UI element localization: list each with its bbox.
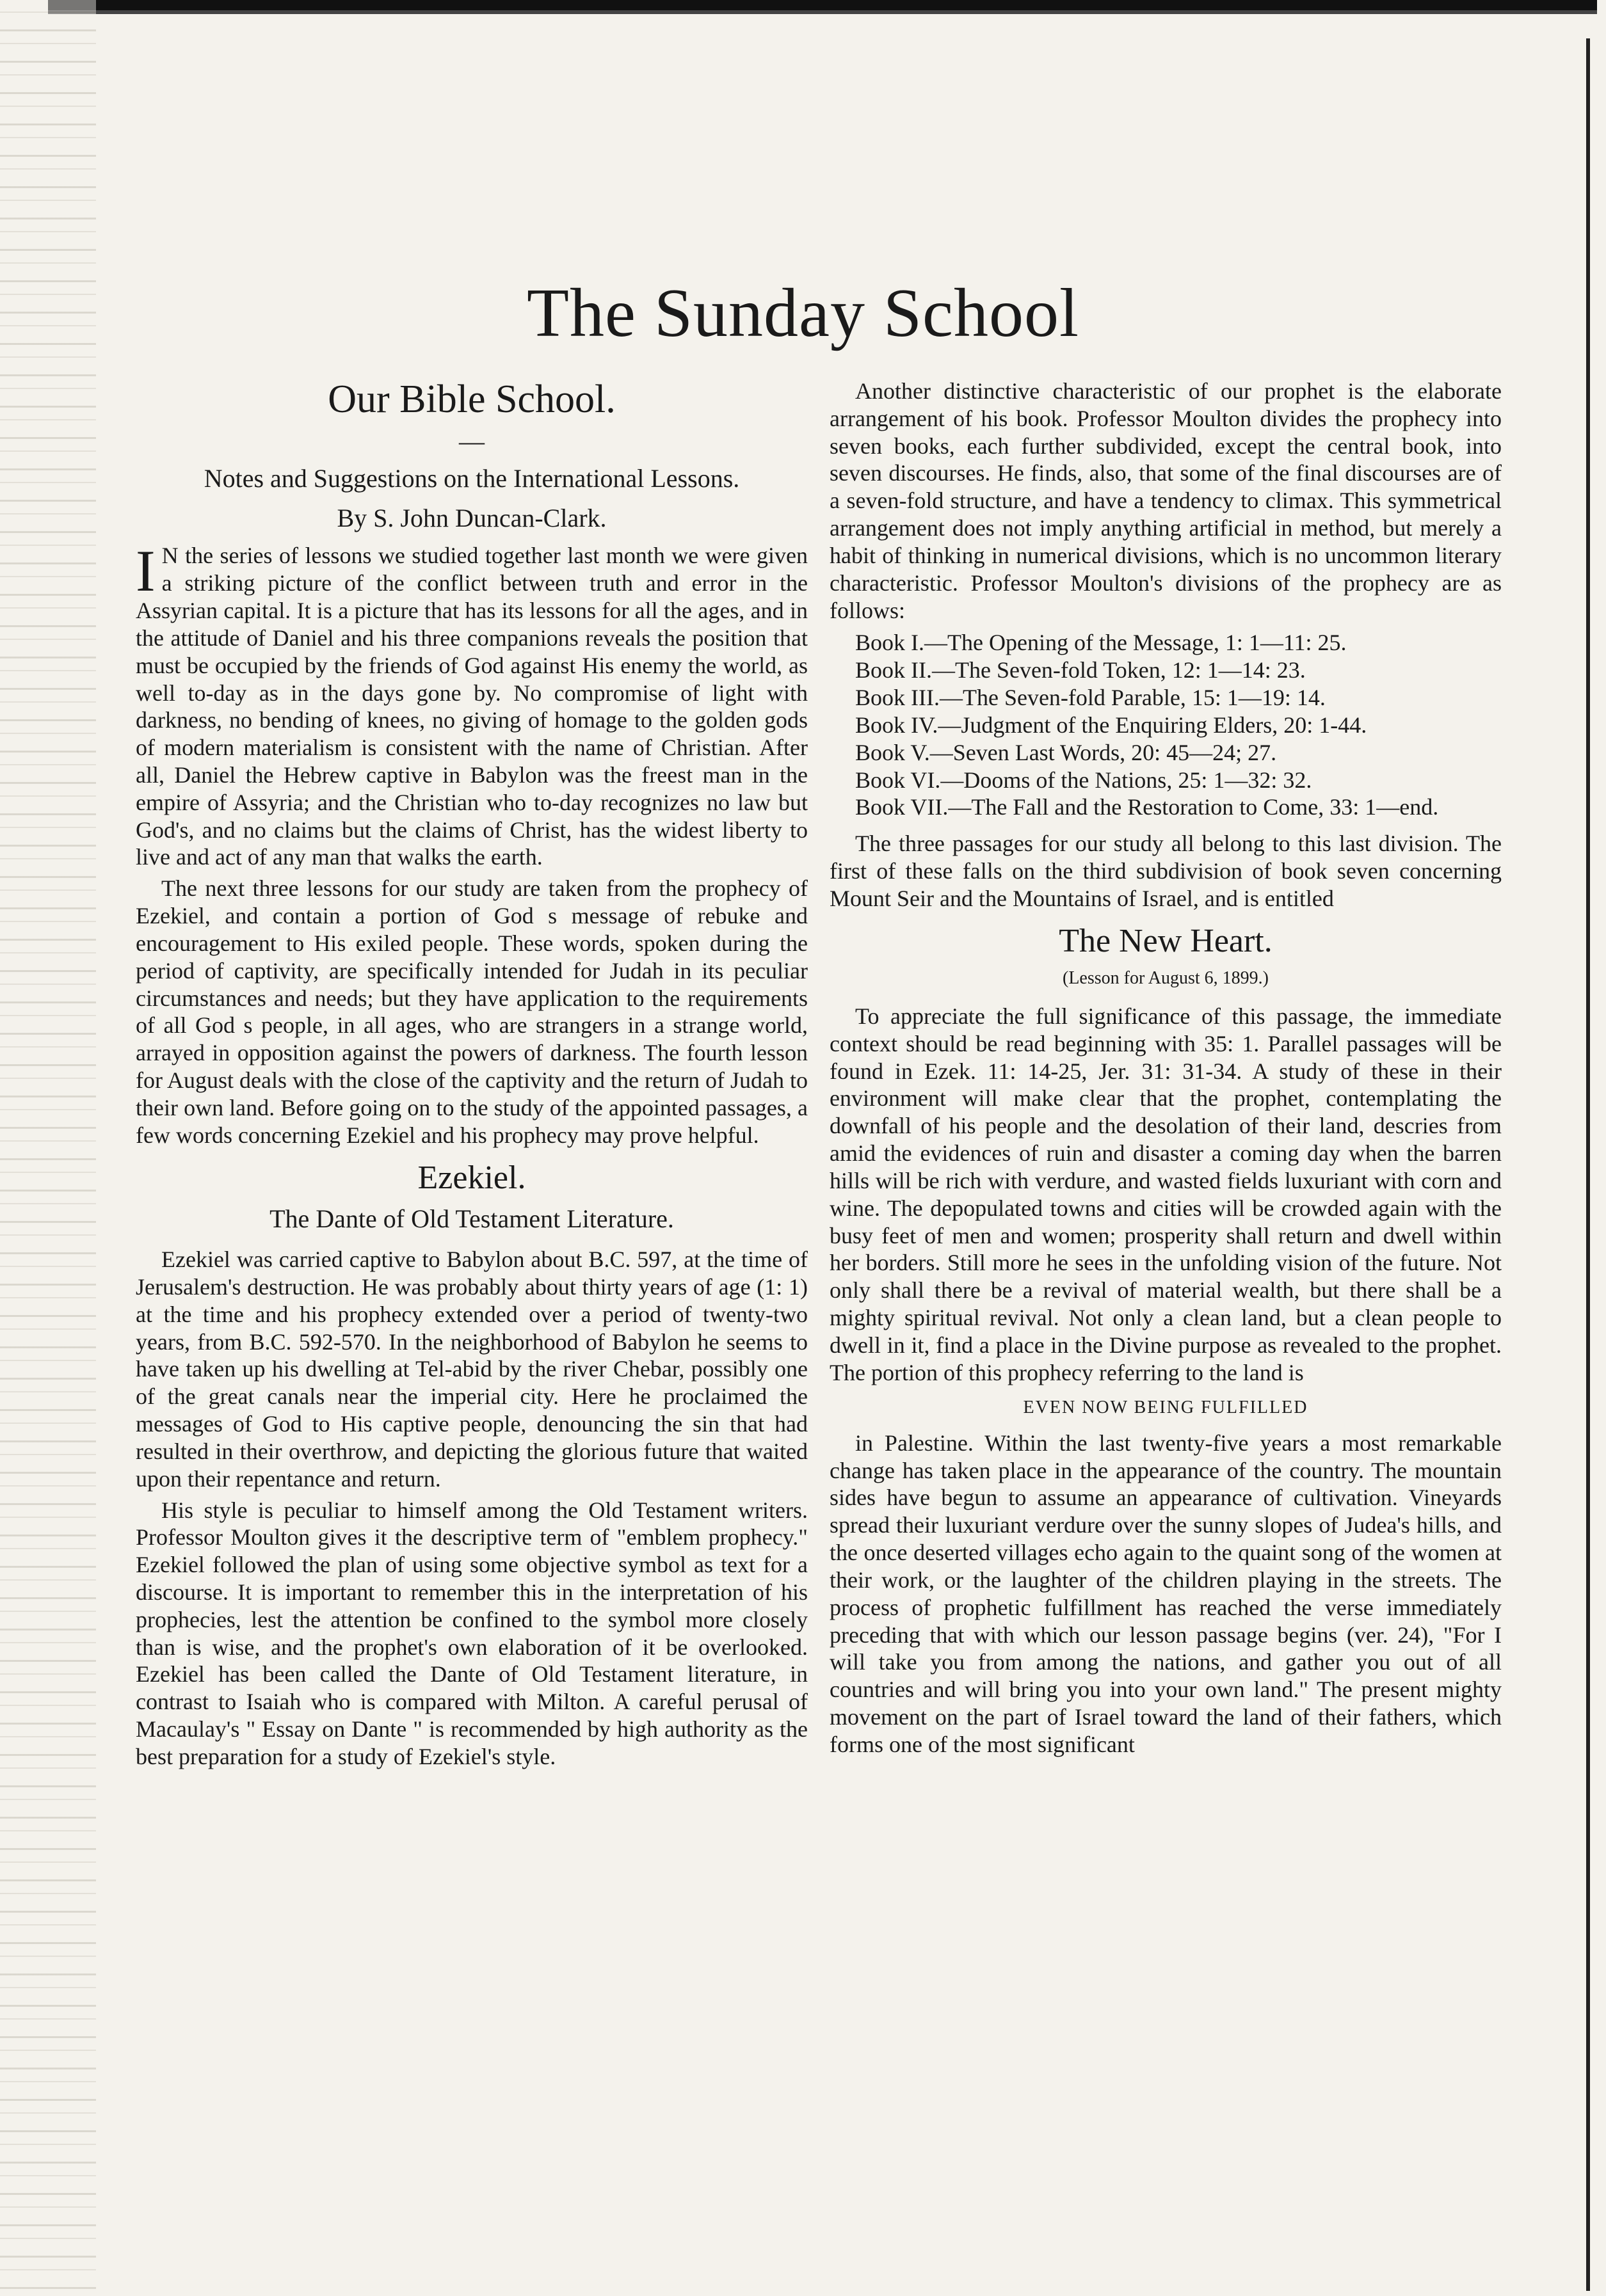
book-item: Book VII.—The Fall and the Restoration to Come, 33: 1—end. (855, 794, 1439, 820)
book-item: Book IV.—Judgment of the Enquiring Elders, 20: 1-44. (855, 712, 1367, 738)
ezekiel-subheading: The Dante of Old Testament Literature. (269, 1204, 674, 1234)
fulfilled-heading: EVEN NOW BEING FULFILLED (1023, 1397, 1308, 1417)
intro-paragraph (136, 538, 808, 871)
right-border-rule (1586, 38, 1590, 2291)
book-item: Book V.—Seven Last Words, 20: 45—24; 27. (855, 739, 1277, 765)
book-item: Book I.—The Opening of the Message, 1: 1—11: 25. (855, 630, 1347, 656)
drop-cap: I (136, 538, 156, 604)
book-item: Book VI.—Dooms of the Nations, 25: 1—32: 32. (855, 767, 1312, 793)
page-title: The Sunday School (527, 275, 1079, 351)
new-heart-heading: The New Heart. (1059, 922, 1273, 959)
paragraph: His style is peculiar to himself among the Old Testament writers. Professor Moulton gives it the descriptive term of "emblem prophecy." Ezekiel followed the plan of using some objective symbol as text for a discourse. It is important to remember this in the interpretation of his prophecies, lest the attention be confined to the symbol more closely than is wise, and the prophet's own elaboration of it be overlooked. Ezekiel has been called the Dante of Old Testament literature, in contrast to Isaiah who is compared with Milton. A careful perusal of Macaulay's " Essay on Dante " is recommended by high authority as the best preparation for a study of Ezekiel's style. (136, 1497, 808, 1769)
paragraph: The next three lessons for our study are taken from the prophecy of Ezekiel, and contain a portion of God s message of rebuke and encouragement to His exiled people. These words, spoken during the period of captivity, are specifically intended for Judah in its peculiar circumstances and needs; but they have application to the requirements of all God s people, in all ages, who are strangers in a strange world, arrayed in opposition against the powers of darkness. The fourth lesson for August deals with the close of the captivity and the return of Judah to their own land. Before going on to the study of the appointed passages, a few words concerning Ezekiel and his prophecy may prove helpful. (136, 875, 808, 1148)
right-column (830, 378, 1502, 1762)
paragraph: To appreciate the full significance of this passage, the immediate context should be read beginning with 35: 1. Parallel passages will be found in Ezek. 11: 14-25, Jer. 31: 31-34. A study of these in their environment will make clear that the prophet, contemplating the downfall of his people and the desolation of their land, descries from amid the evidences of ruin and disaster a coming day when the barren hills will be rich with verdure, and wasted fields luxuriant with corn and wine. The depopulated towns and cities will be crowded again with the busy feet of men and women; prosperity shall return and dwell within her borders. Still more he sees in the unfolding vision of the future. Not only shall there be a revival of material wealth, but there shall be a mighty spiritual revival. Not only a clean land, but a clean people to dwell in it, find a place in the Divine purpose as revealed to the prophet. The portion of this prophecy referring to the land is (830, 1003, 1502, 1385)
section-subtitle: Notes and Suggestions on the International Lessons. (204, 464, 740, 493)
paragraph: The three passages for our study all belong to this last division. The first of these falls on the third subdivision of book seven concerning Mount Seir and the Mountains of Israel, and is entitled (830, 831, 1502, 911)
top-border-rule (48, 0, 1597, 14)
paragraph: Another distinctive characteristic of our prophet is the elaborate arrangement of his book. Professor Moulton divides the prophecy into seven books, each further subdivided, except the central book, into seven discourses. He finds, also, that some of the final discourses are of a seven-fold structure, and have a tendency to climax. This symmetrical arrangement does not imply anything artificial in method, but merely a habit of thinking in numerical divisions, which is no uncommon literary characteristic. Professor Moulton's divisions of the prophecy are as follows: (830, 378, 1502, 623)
book-item: Book II.—The Seven-fold Token, 12: 1—14: 23. (855, 657, 1306, 683)
lesson-date-note: (Lesson for August 6, 1899.) (1063, 968, 1269, 988)
ezekiel-heading: Ezekiel. (417, 1159, 526, 1196)
heading-dash: — (459, 427, 485, 456)
author-byline: By S. John Duncan-Clark. (337, 503, 607, 532)
intro-text: N the series of lessons we studied together last month we were given a striking picture of the conflict between truth and error in the Assyrian capital. It is a picture that has its lessons for all the ages, and in the attitude of Daniel and his three companions reveals the position that must be occupied by the friends of God against His enemy the world, as well to-day as in the days gone by. No compromise of light with darkness, no bending of knees, no giving of homage to the golden gods of modern materialism is consistent with the name of Christian. After all, Daniel the Hebrew captive in Babylon was the freest man in the empire of Assyria; and the Christian who to-day recognizes no law but God's, and no claims but the claims of Christ, has the widest liberty to live and act of any man that walks the earth. (136, 543, 808, 870)
paragraph: in Palestine. Within the last twenty-five years a most remarkable change has taken place in the appearance of the country. The mountain sides have begun to assume an appearance of cultivation. Vineyards spread their luxuriant verdure over the sunny slopes of Judea's hills, and the once deserted villages echo again to the quaint song of the women at their work, or the laughter of the children playing in the streets. The process of prophetic fulfillment has reached the verse immediately preceding that with which our lesson passage begins (ver. 24), "For I will take you from among the nations, and gather you out of all countries and will bring you into your own land." The present mighty movement on the part of Israel toward the land of their fathers, which forms one of the most significant (830, 1430, 1502, 1757)
left-column (136, 378, 808, 1774)
book-item: Book III.—The Seven-fold Parable, 15: 1—19: 14. (855, 685, 1326, 711)
paragraph: Ezekiel was carried captive to Babylon about B.C. 597, at the time of Jerusalem's destruction. He was probably about thirty years of age (1: 1) at the time and his prophecy extended over a period of twenty-two years, from B.C. 592-570. In the neighborhood of Babylon he seems to have taken up his dwelling at Tel-abid by the river Chebar, possibly one of the great canals near the imperial city. Here he proclaimed the messages of God to His captive people, denouncing the sin that had resulted in their overthrow, and depicting the glorious future that waited upon their repentance and return. (136, 1247, 808, 1492)
section-heading: Our Bible School. (328, 378, 616, 421)
book-list (830, 629, 1502, 821)
